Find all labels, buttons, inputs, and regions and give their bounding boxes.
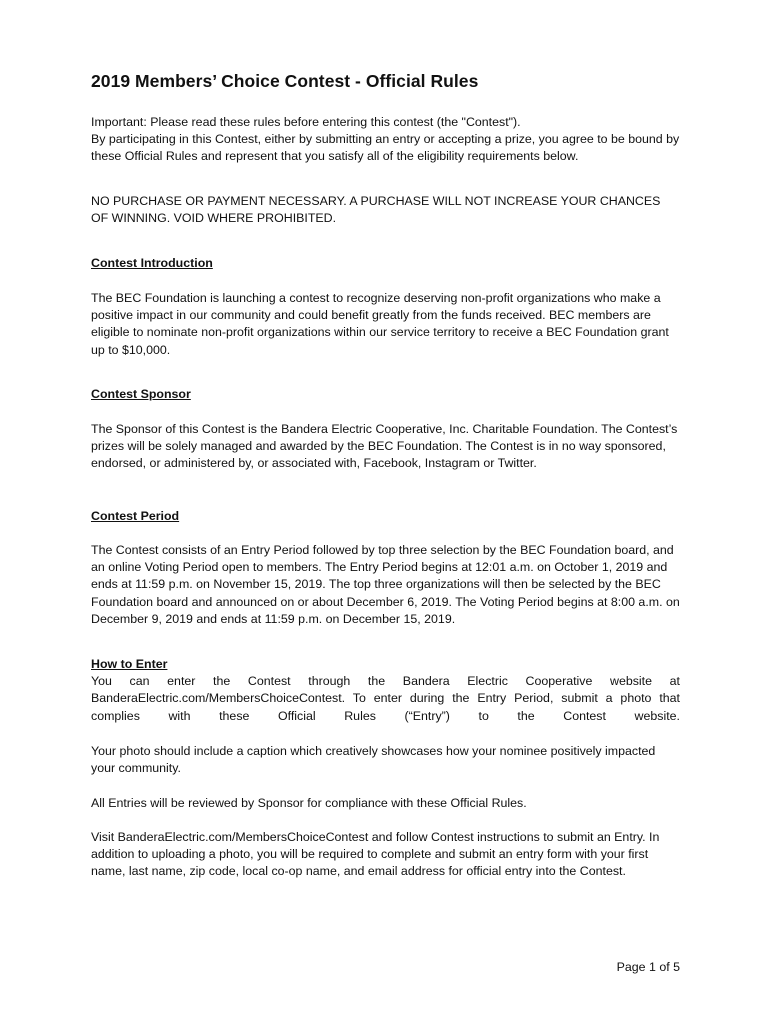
document-title: 2019 Members’ Choice Contest - Official Rules bbox=[91, 71, 479, 91]
how-to-enter-body-last-line: complies with these Official Rules (“Entry”) to the Contest website. bbox=[91, 709, 680, 723]
review-paragraph: All Entries will be reviewed by Sponsor for compliance with these Official Rules. bbox=[91, 796, 527, 810]
contest-introduction-body: The BEC Foundation is launching a contest to recognize deserving non-profit organizations who make a positive impact in our community and could benefit greatly from the funds received. BEC members are eligible to nominate non-profit organizations within our service territory to receive a BEC Foundation grant up to $10,000. bbox=[91, 291, 669, 357]
contest-period-body: The Contest consists of an Entry Period followed by top three selection by the BEC Foundation board, and an online Voting Period open to members. The Entry Period begins at 12:01 a.m. on October 1, 2019 and ends at 11:59 p.m. on November 15, 2019. The top three organizations will then be selected by the BEC Foundation board and announced on or about December 6, 2019. The Voting Period begins at 8:00 a.m. on December 9, 2019 and ends at 11:59 p.m. on December 15, 2019. bbox=[91, 543, 680, 626]
purchase-notice: NO PURCHASE OR PAYMENT NECESSARY. A PURCHASE WILL NOT INCREASE YOUR CHANCES OF WINNING. VOID WHERE PROHIBITED. bbox=[91, 194, 661, 226]
contest-period-heading: Contest Period bbox=[91, 509, 180, 523]
how-to-enter-heading: How to Enter bbox=[91, 657, 168, 671]
page-number: Page 1 of 5 bbox=[616, 960, 680, 974]
participation-statement: By participating in this Contest, either by submitting an entry or accepting a prize, you agree to be bound by these Official Rules and represent that you satisfy all of the eligibility requirements below. bbox=[91, 132, 680, 164]
contest-introduction-heading: Contest Introduction bbox=[91, 256, 213, 270]
how-to-enter-body: You can enter the Contest through the Bandera Electric Cooperative website at BanderaElectric.com/MembersChoiceContest. To enter during the Entry Period, submit a photo that bbox=[91, 674, 680, 706]
contest-sponsor-body: The Sponsor of this Contest is the Bandera Electric Cooperative, Inc. Charitable Foundation. The Contest’s prizes will be solely managed and awarded by the BEC Foundation. The Contest is in no way sponsored, endorsed, or administered by, or associated with, Facebook, Instagram or Twitter. bbox=[91, 422, 678, 471]
contest-sponsor-heading: Contest Sponsor bbox=[91, 387, 191, 401]
important-line: Important: Please read these rules before entering this contest (the "Contest"). bbox=[91, 115, 521, 129]
submission-instructions-paragraph: Visit BanderaElectric.com/MembersChoiceContest and follow Contest instructions to submit an Entry. In addition to uploading a photo, you will be required to complete and submit an entry form with your first name, last name, zip code, local co-op name, and email address for official entry into the Contest. bbox=[91, 830, 660, 879]
photo-caption-paragraph: Your photo should include a caption which creatively showcases how your nominee positively impacted your community. bbox=[91, 744, 656, 776]
